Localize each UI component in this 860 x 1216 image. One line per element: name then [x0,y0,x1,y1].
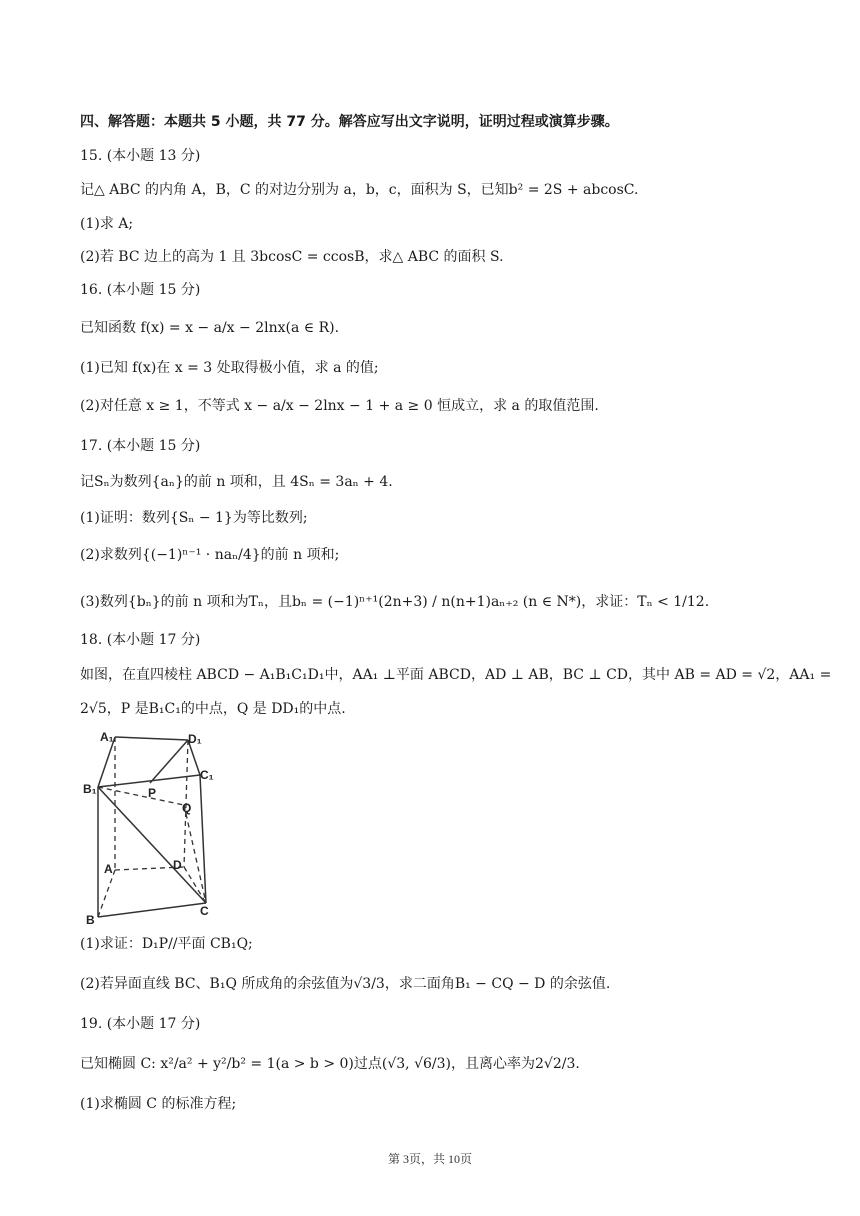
label-d: D [173,858,182,872]
label-d1: D₁ [188,732,202,746]
problem-19-stem: 已知椭圆 C: x²/a² + y²/b² = 1(a > b > 0)过点(√3, √6/3)，且离心率为2√2/3. [80,1056,580,1072]
problem-17-stem: 记Sₙ为数列{aₙ}的前 n 项和，且 4Sₙ = 3aₙ + 4. [80,474,393,490]
problem-19-part-1: (1)求椭圆 C 的标准方程; [80,1096,237,1112]
problem-15-part-2: (2)若 BC 边上的高为 1 且 3bcosC = ccosB，求△ ABC 的面积 S. [80,249,504,265]
problem-15-part-1: (1)求 A; [80,216,134,232]
problem-17-header: 17. (本小题 15 分) [80,438,201,454]
page-footer: 第 3页，共 10页 [387,1152,472,1166]
problem-18-header: 18. (本小题 17 分) [80,632,201,648]
label-a1: A₁ [100,730,114,744]
problem-16-header: 16. (本小题 15 分) [80,282,201,298]
prism-figure [80,725,230,925]
problem-18-part-2: (2)若异面直线 BC、B₁Q 所成角的余弦值为√3/3，求二面角B₁ − CQ − D 的余弦值. [80,976,611,992]
problem-19-header: 19. (本小题 17 分) [80,1016,201,1032]
label-a: A [104,862,113,876]
problem-16-part-1: (1)已知 f(x)在 x = 3 处取得极小值，求 a 的值; [80,360,379,376]
problem-17-part-3: (3)数列{bₙ}的前 n 项和为Tₙ，且bₙ = (−1)ⁿ⁺¹(2n+3) / n(n+1)aₙ₊₂ (n ∈ N*)，求证：Tₙ < 1/12. [80,594,710,610]
label-c: C [200,904,209,918]
problem-18-stem-line-1: 如图，在直四棱柱 ABCD − A₁B₁C₁D₁中，AA₁ ⊥平面 ABCD，AD ⊥ AB，BC ⊥ CD，其中 AB = AD = √2，AA₁ = [80,667,832,683]
problem-15-stem: 记△ ABC 的内角 A，B，C 的对边分别为 a，b，c，面积为 S，已知b² = 2S + abcosC. [80,182,639,198]
problem-18-part-1: (1)求证：D₁P//平面 CB₁Q; [80,936,253,952]
section-title: 四、解答题：本题共 5 小题，共 77 分。解答应写出文字说明，证明过程或演算步骤。 [80,114,619,130]
problem-17-part-1: (1)证明：数列{Sₙ − 1}为等比数列; [80,510,308,526]
problem-15-header: 15. (本小题 13 分) [80,148,201,164]
label-q: Q [182,801,192,815]
label-b1: B₁ [83,782,97,796]
problem-16-stem: 已知函数 f(x) = x − a/x − 2lnx(a ∈ R). [80,320,340,336]
label-b: B [86,913,95,927]
problem-18-stem-line-2: 2√5，P 是B₁C₁的中点，Q 是 DD₁的中点. [80,701,346,717]
label-c1: C₁ [200,768,214,782]
problem-16-part-2: (2)对任意 x ≥ 1，不等式 x − a/x − 2lnx − 1 + a ≥ 0 恒成立，求 a 的取值范围. [80,398,599,414]
label-p: P [148,786,157,800]
problem-17-part-2: (2)求数列{(−1)ⁿ⁻¹ · naₙ/4}的前 n 项和; [80,547,340,563]
